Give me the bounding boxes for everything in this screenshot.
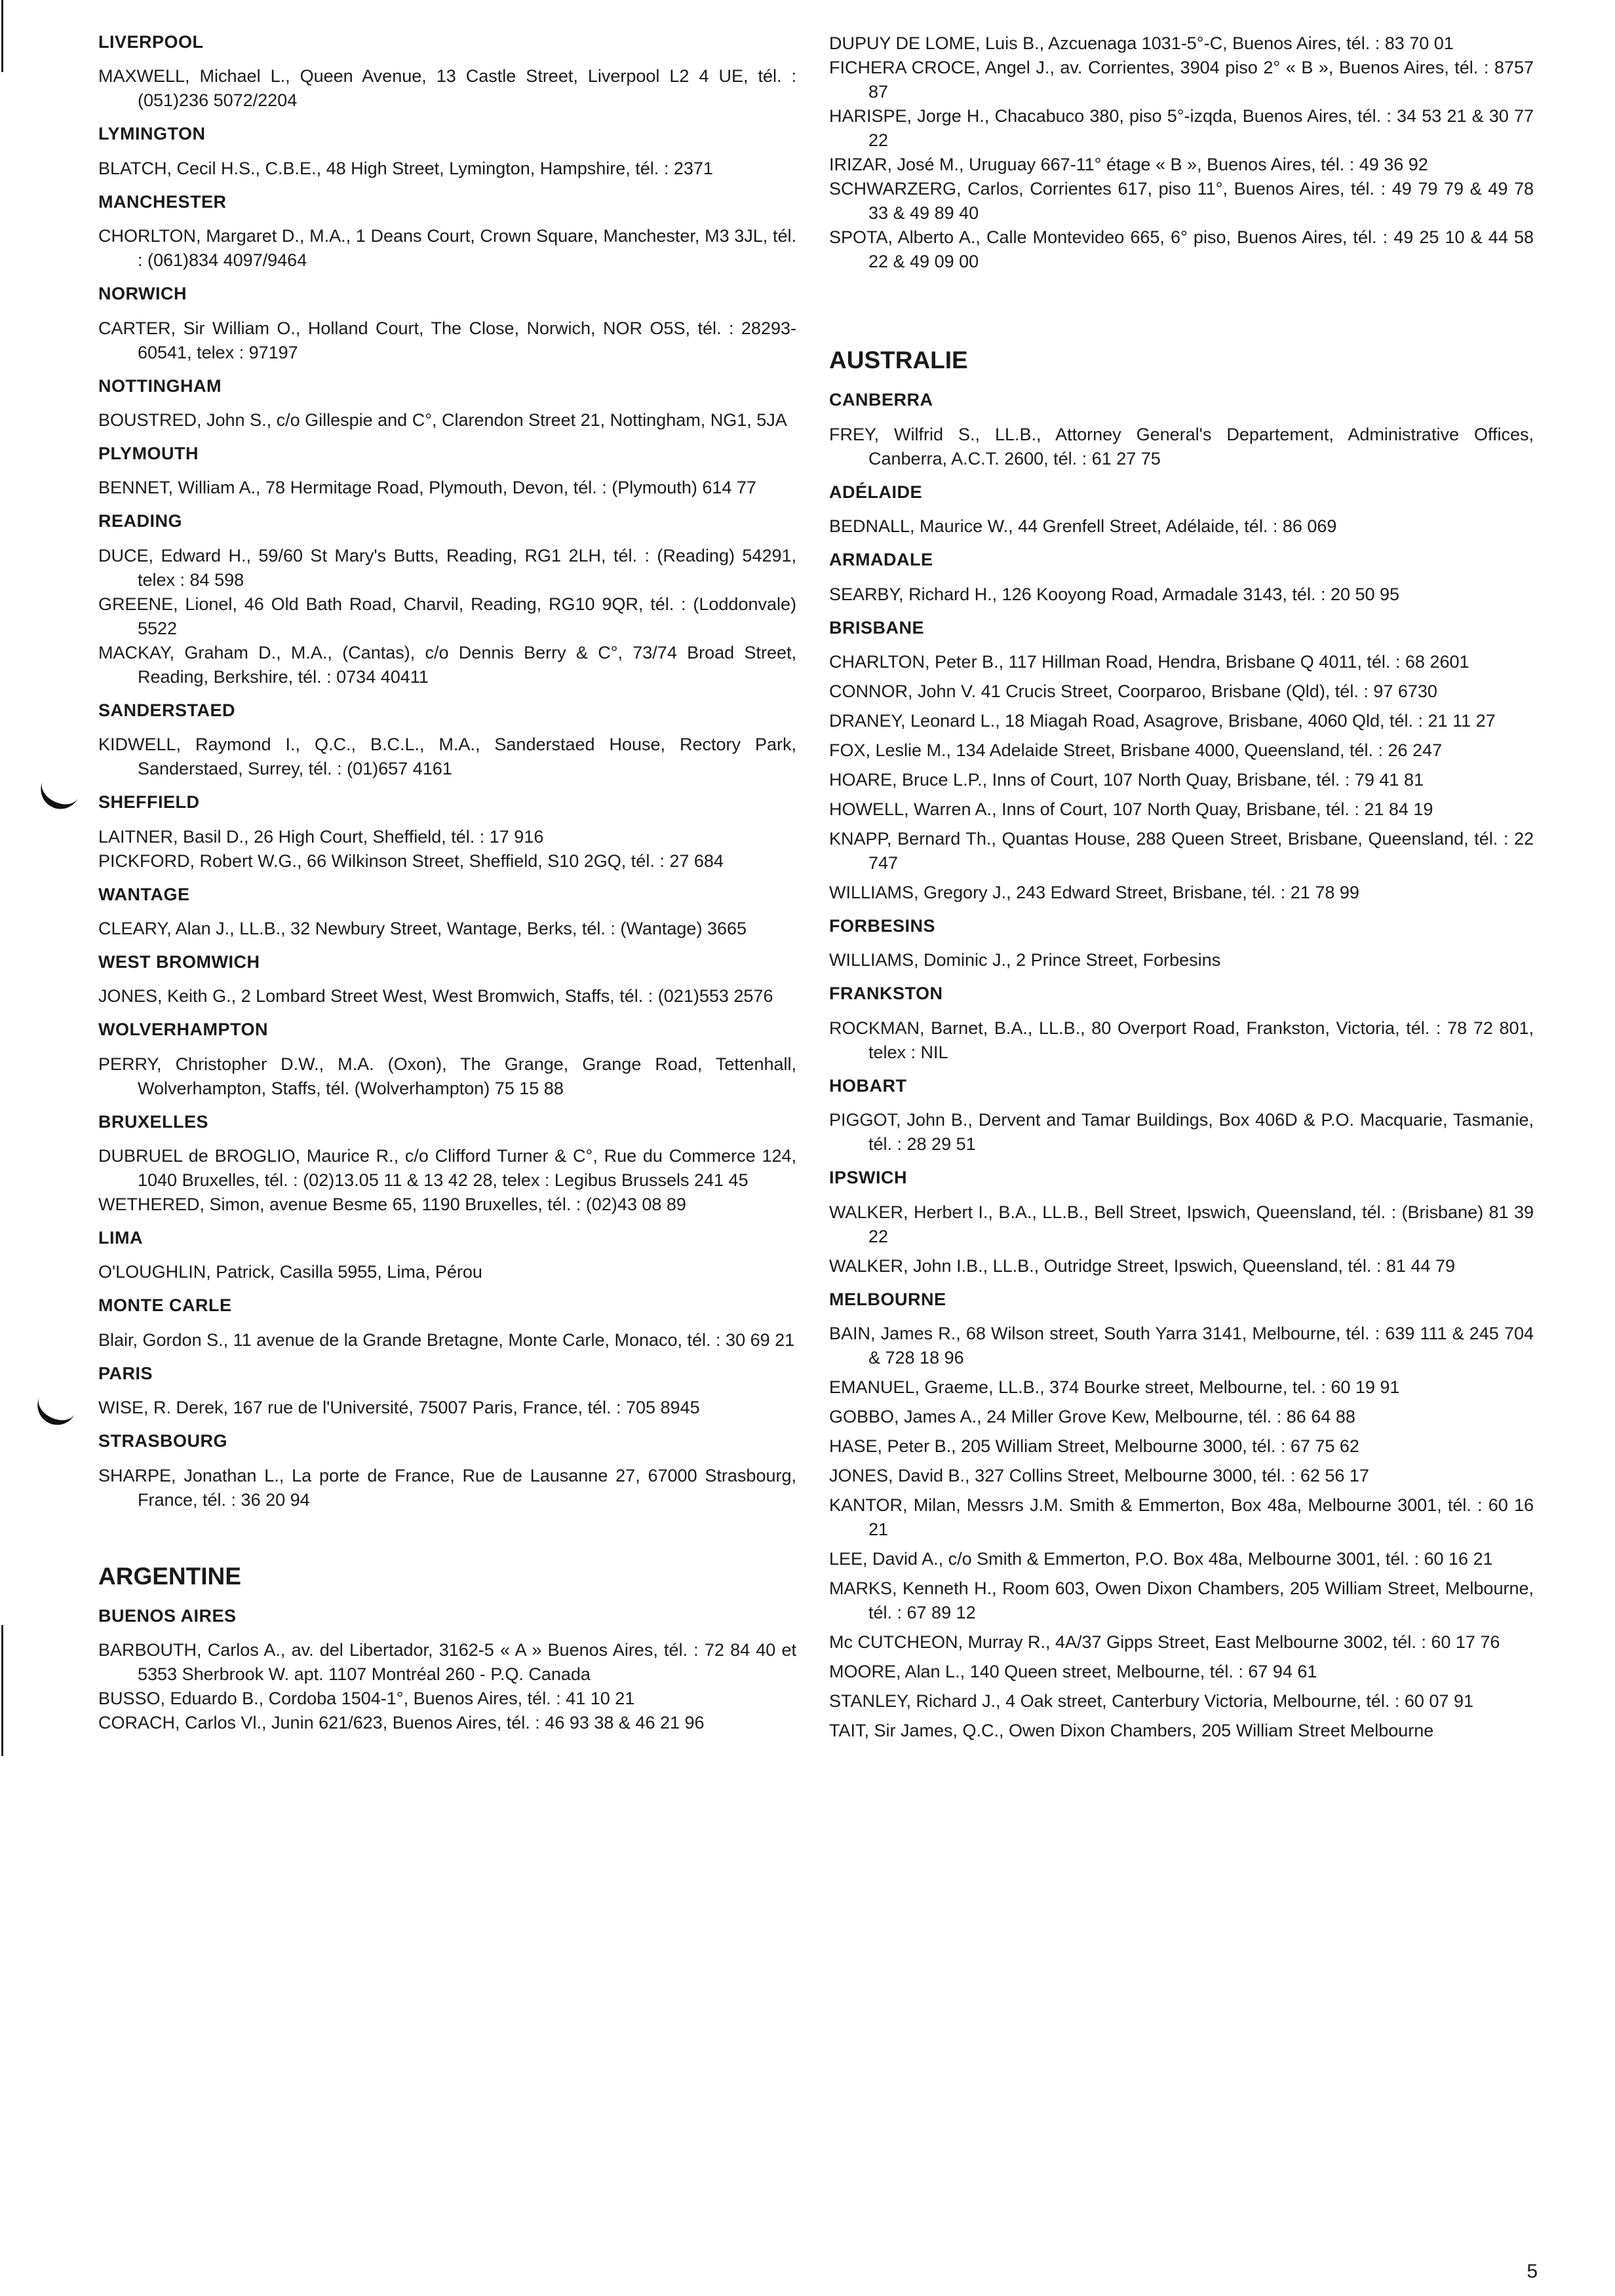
directory-entry: PIGGOT, John B., Dervent and Tamar Buildings, Box 406D & P.O. Macquarie, Tasmanie, tél. : 28 29 51 <box>829 1110 1534 1155</box>
directory-entry: Mc CUTCHEON, Murray R., 4A/37 Gipps Street, East Melbourne 3002, tél. : 60 17 76 <box>829 1632 1500 1652</box>
directory-entry: ROCKMAN, Barnet, B.A., LL.B., 80 Overport Road, Frankston, Victoria, tél. : 78 72 801, telex : NIL <box>829 1018 1534 1062</box>
city-heading: BRUXELLES <box>98 1111 209 1132</box>
directory-entry: FOX, Leslie M., 134 Adelaide Street, Brisbane 4000, Queensland, tél. : 26 247 <box>829 740 1443 760</box>
city-heading: MANCHESTER <box>98 191 227 212</box>
directory-entry: BEDNALL, Maurice W., 44 Grenfell Street, Adélaide, tél. : 86 069 <box>829 516 1337 537</box>
city-heading: CANBERRA <box>829 390 933 410</box>
continued-entries <box>829 31 1534 274</box>
directory-entry: WALKER, Herbert I., B.A., LL.B., Bell Street, Ipswich, Queensland, tél. : (Brisbane) 81 39 22 <box>829 1202 1534 1246</box>
country-heading: ARGENTINE <box>98 1562 241 1590</box>
directory-entry: EMANUEL, Graeme, LL.B., 374 Bourke street, Melbourne, tel. : 60 19 91 <box>829 1377 1400 1397</box>
directory-entry: LAITNER, Basil D., 26 High Court, Sheffield, tél. : 17 916 <box>98 826 544 847</box>
directory-entry: WALKER, John I.B., LL.B., Outridge Street, Ipswich, Queensland, tél. : 81 44 79 <box>829 1255 1456 1276</box>
directory-entry: GREENE, Lionel, 46 Old Bath Road, Charvil, Reading, RG10 9QR, tél. : (Loddonvale) 5522 <box>98 594 796 638</box>
directory-entry: KNAPP, Bernard Th., Quantas House, 288 Queen Street, Brisbane, Queensland, tél. : 22 747 <box>829 828 1534 873</box>
city-heading: STRASBOURG <box>98 1431 228 1451</box>
right-column <box>829 31 1534 1753</box>
city-heading: WANTAGE <box>98 884 190 904</box>
directory-entry: CHORLTON, Margaret D., M.A., 1 Deans Court, Crown Square, Manchester, M3 3JL, tél. : (061)834 4097/9464 <box>98 226 796 271</box>
city-heading: WEST BROMWICH <box>98 951 260 972</box>
directory-entry: MACKAY, Graham D., M.A., (Cantas), c/o Dennis Berry & C°, 73/74 Broad Street, Reading, Berkshire, tél. : 0734 40411 <box>98 642 796 687</box>
city-heading: HOBART <box>829 1075 907 1096</box>
directory-entry: SCHWARZERG, Carlos, Corrientes 617, piso 11°, Buenos Aires, tél. : 49 79 79 & 49 78 33 & 49 89 40 <box>829 179 1534 223</box>
city-heading: NORWICH <box>98 284 187 304</box>
directory-entry: DUBRUEL de BROGLIO, Maurice R., c/o Clifford Turner & C°, Rue du Commerce 124, 1040 Bruxelles, tél. : (02)13.05 11 & 13 42 28, telex : Legibus Brussels 241 45 <box>98 1146 796 1191</box>
city-heading: ADÉLAIDE <box>829 482 923 502</box>
directory-entry: CONNOR, John V. 41 Crucis Street, Coorparoo, Brisbane (Qld), tél. : 97 6730 <box>829 681 1437 701</box>
city-heading: BUENOS AIRES <box>98 1606 237 1626</box>
directory-entry: WISE, R. Derek, 167 rue de l'Université, 75007 Paris, France, tél. : 705 8945 <box>98 1398 700 1418</box>
directory-entry: LEE, David A., c/o Smith & Emmerton, P.O. Box 48a, Melbourne 3001, tél. : 60 16 21 <box>829 1548 1493 1569</box>
directory-entry: BAIN, James R., 68 Wilson street, South Yarra 3141, Melbourne, tél. : 639 111 & 245 704 & 728 18 96 <box>829 1323 1534 1368</box>
directory-entry: HASE, Peter B., 205 William Street, Melbourne 3000, tél. : 67 75 62 <box>829 1436 1359 1456</box>
australie-sections <box>829 389 1534 1753</box>
argentine-sections <box>98 1605 796 1746</box>
pen-mark <box>34 770 83 816</box>
city-heading: FRANKSTON <box>829 984 943 1004</box>
directory-entry: HOARE, Bruce L.P., Inns of Court, 107 North Quay, Brisbane, tél. : 79 41 81 <box>829 769 1424 790</box>
country-heading: AUSTRALIE <box>829 347 968 373</box>
directory-entry: BUSSO, Eduardo B., Cordoba 1504-1°, Buenos Aires, tél. : 41 10 21 <box>98 1689 635 1709</box>
directory-entry: HARISPE, Jorge H., Chacabuco 380, piso 5°-izqda, Buenos Aires, tél. : 34 53 21 & 30 77 22 <box>829 106 1534 150</box>
directory-entry: Blair, Gordon S., 11 avenue de la Grande Bretagne, Monte Carle, Monaco, tél. : 30 69 21 <box>98 1330 795 1350</box>
directory-entry: PERRY, Christopher D.W., M.A. (Oxon), The Grange, Grange Road, Tettenhall, Wolverhampton, Staffs, tél. (Wolverhampton) 75 15 88 <box>98 1054 796 1098</box>
left-column <box>98 31 796 1746</box>
city-heading: MELBOURNE <box>829 1289 946 1309</box>
left-sections <box>98 31 796 1523</box>
directory-entry: GOBBO, James A., 24 Miller Grove Kew, Melbourne, tél. : 86 64 88 <box>829 1406 1355 1426</box>
city-heading: WOLVERHAMPTON <box>98 1020 268 1040</box>
city-heading: BRISBANE <box>829 617 925 638</box>
directory-entry: FREY, Wilfrid S., LL.B., Attorney General's Departement, Administrative Offices, Canberra, A.C.T. 2600, tél. : 61 27 75 <box>829 424 1534 469</box>
directory-entry: SEARBY, Richard H., 126 Kooyong Road, Armadale 3143, tél. : 20 50 95 <box>829 584 1400 604</box>
directory-entry: HOWELL, Warren A., Inns of Court, 107 North Quay, Brisbane, tél. : 21 84 19 <box>829 799 1433 819</box>
directory-entry: BOUSTRED, John S., c/o Gillespie and C°, Clarendon Street 21, Nottingham, NG1, 5JA <box>98 410 787 430</box>
directory-entry: MOORE, Alan L., 140 Queen street, Melbourne, tél. : 67 94 61 <box>829 1661 1317 1681</box>
directory-entry: IRIZAR, José M., Uruguay 667-11° étage « B », Buenos Aires, tél. : 49 36 92 <box>829 155 1428 174</box>
directory-entry: SHARPE, Jonathan L., La porte de France, Rue de Lausanne 27, 67000 Strasbourg, France, tél. : 36 20 94 <box>98 1465 796 1510</box>
directory-entry: JONES, Keith G., 2 Lombard Street West, West Bromwich, Staffs, tél. : (021)553 2576 <box>98 986 773 1006</box>
scan-edge-line <box>1 1625 3 1756</box>
directory-entry: BLATCH, Cecil H.S., C.B.E., 48 High Street, Lymington, Hampshire, tél. : 2371 <box>98 158 713 178</box>
directory-entry: WILLIAMS, Gregory J., 243 Edward Street, Brisbane, tél. : 21 78 99 <box>829 882 1359 902</box>
city-heading: ARMADALE <box>829 550 933 570</box>
scan-edge-line <box>1 0 3 72</box>
directory-entry: CARTER, Sir William O., Holland Court, The Close, Norwich, NOR O5S, tél. : 28293-60541, telex : 97197 <box>98 318 796 362</box>
directory-entry: PICKFORD, Robert W.G., 66 Wilkinson Street, Sheffield, S10 2GQ, tél. : 27 684 <box>98 851 724 871</box>
city-heading: NOTTINGHAM <box>98 375 222 396</box>
city-heading: PARIS <box>98 1363 153 1383</box>
directory-entry: TAIT, Sir James, Q.C., Owen Dixon Chambers, 205 William Street Melbourne <box>829 1720 1434 1740</box>
city-heading: IPSWICH <box>829 1168 908 1188</box>
city-heading: LIMA <box>98 1228 143 1248</box>
city-heading: READING <box>98 511 183 531</box>
directory-entry: BENNET, William A., 78 Hermitage Road, Plymouth, Devon, tél. : (Plymouth) 614 77 <box>98 478 756 498</box>
directory-entry: DUPUY DE LOME, Luis B., Azcuenaga 1031-5°-C, Buenos Aires, tél. : 83 70 01 <box>829 33 1454 53</box>
directory-entry: CHARLTON, Peter B., 117 Hillman Road, Hendra, Brisbane Q 4011, tél. : 68 2601 <box>829 651 1469 672</box>
directory-entry: DRANEY, Leonard L., 18 Miagah Road, Asagrove, Brisbane, 4060 Qld, tél. : 21 11 27 <box>829 710 1496 731</box>
page-number: 5 <box>1527 2261 1538 2282</box>
directory-entry: STANLEY, Richard J., 4 Oak street, Canterbury Victoria, Melbourne, tél. : 60 07 91 <box>829 1691 1473 1711</box>
city-heading: LYMINGTON <box>98 124 206 144</box>
directory-entry: KIDWELL, Raymond I., Q.C., B.C.L., M.A., Sanderstaed House, Rectory Park, Sanderstaed, Surrey, tél. : (01)657 4161 <box>98 735 796 779</box>
directory-entry: CLEARY, Alan J., LL.B., 32 Newbury Street, Wantage, Berks, tél. : (Wantage) 3665 <box>98 918 747 938</box>
directory-entry: KANTOR, Milan, Messrs J.M. Smith & Emmerton, Box 48a, Melbourne 3001, tél. : 60 16 21 <box>829 1495 1534 1539</box>
directory-entry: SPOTA, Alberto A., Calle Montevideo 665, 6° piso, Buenos Aires, tél. : 49 25 10 & 44 58 22 & 49 09 00 <box>829 227 1534 271</box>
city-heading: SHEFFIELD <box>98 792 200 813</box>
city-heading: FORBESINS <box>829 915 936 936</box>
directory-entry: BARBOUTH, Carlos A., av. del Libertador, 3162-5 « A » Buenos Aires, tél. : 72 84 40 et 5353 Sherbrook W. apt. 1107 Montréal 260 - P.Q. Canada <box>98 1640 796 1685</box>
city-heading: PLYMOUTH <box>98 443 199 463</box>
directory-entry: JONES, David B., 327 Collins Street, Melbourne 3000, tél. : 62 56 17 <box>829 1465 1369 1485</box>
pen-mark <box>31 1386 80 1432</box>
directory-entry: MARKS, Kenneth H., Room 603, Owen Dixon Chambers, 205 William Street, Melbourne, tél. : 67 89 12 <box>829 1578 1534 1622</box>
directory-entry: FICHERA CROCE, Angel J., av. Corrientes, 3904 piso 2° « B », Buenos Aires, tél. : 8757 87 <box>829 58 1534 102</box>
directory-entry: WETHERED, Simon, avenue Besme 65, 1190 Bruxelles, tél. : (02)43 08 89 <box>98 1195 686 1215</box>
directory-entry: WILLIAMS, Dominic J., 2 Prince Street, Forbesins <box>829 950 1221 970</box>
city-heading: SANDERSTAED <box>98 700 236 720</box>
directory-entry: MAXWELL, Michael L., Queen Avenue, 13 Castle Street, Liverpool L2 4 UE, tél. : (051)236 5072/2204 <box>98 66 796 111</box>
directory-entry: DUCE, Edward H., 59/60 St Mary's Butts, Reading, RG1 2LH, tél. : (Reading) 54291, telex : 84 598 <box>98 545 796 590</box>
directory-entry: O'LOUGHLIN, Patrick, Casilla 5955, Lima, Pérou <box>98 1262 482 1282</box>
directory-entry: CORACH, Carlos Vl., Junin 621/623, Buenos Aires, tél. : 46 93 38 & 46 21 96 <box>98 1713 705 1733</box>
city-heading: MONTE CARLE <box>98 1295 232 1316</box>
city-heading: LIVERPOOL <box>98 32 204 52</box>
